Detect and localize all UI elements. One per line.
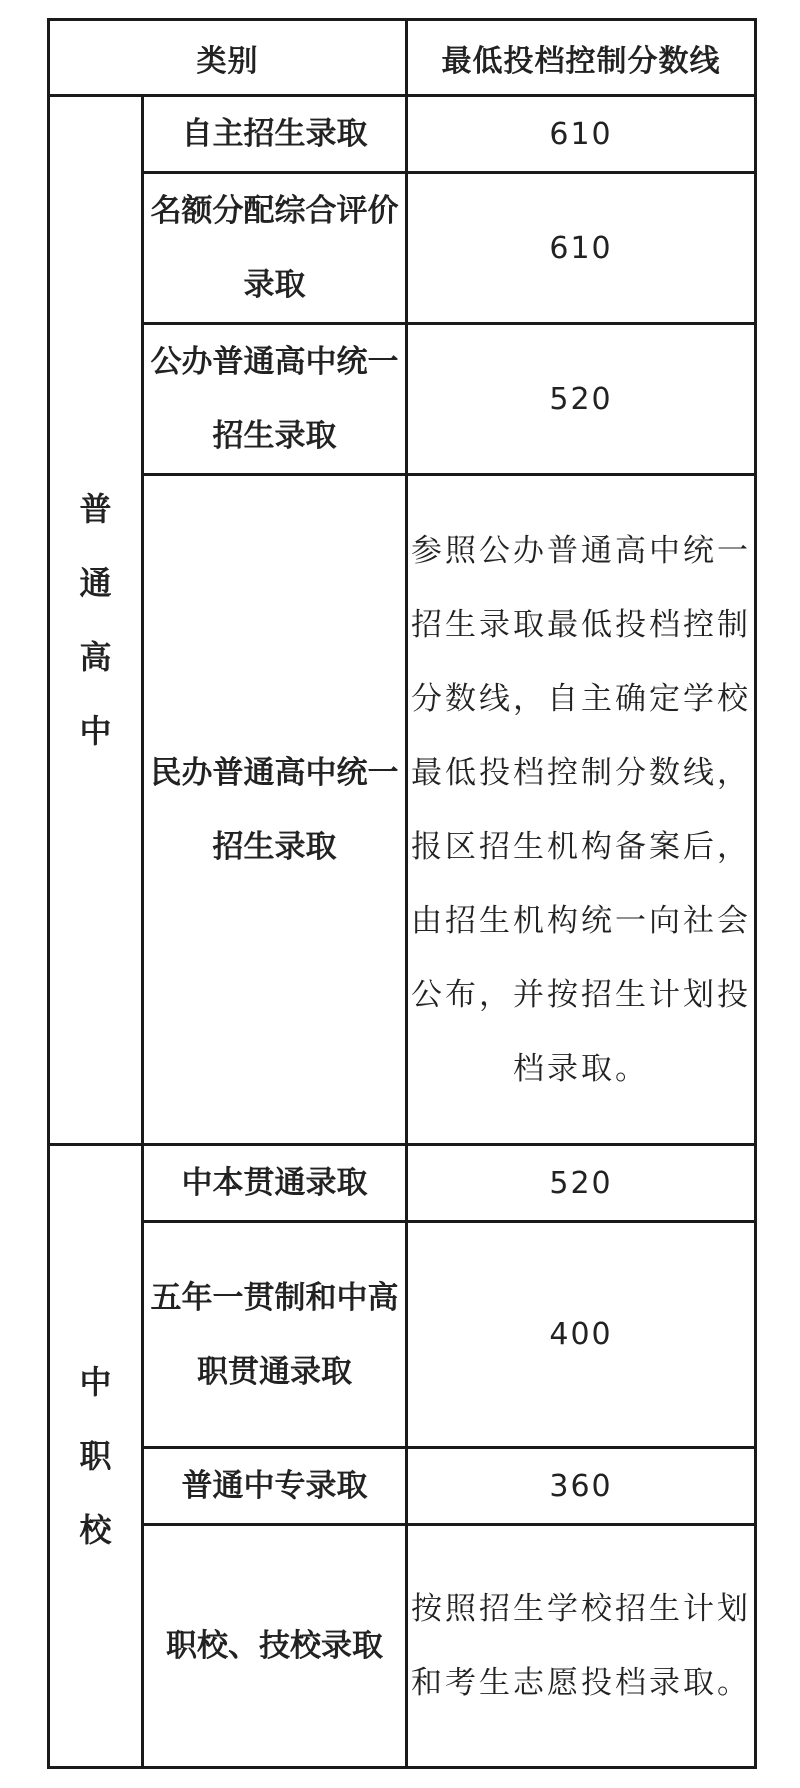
- score-cell: 520: [407, 324, 756, 475]
- table-row: [49, 1222, 756, 1448]
- header-score: 最低投档控制分数线: [407, 20, 756, 96]
- group-label-char: 高: [79, 638, 112, 676]
- category-cell: 中本贯通录取: [143, 1145, 407, 1222]
- table-row: [49, 173, 756, 324]
- score-cell: 610: [407, 96, 756, 173]
- score-cell: 520: [407, 1145, 756, 1222]
- group-label-char: 中: [79, 712, 112, 750]
- category-cell: 民办普通高中统一招生录取: [143, 475, 407, 1145]
- table-row: [49, 324, 756, 475]
- table-row: [49, 1525, 756, 1768]
- header-row: [49, 20, 756, 96]
- score-cell: 360: [407, 1448, 756, 1525]
- header-category: 类别: [49, 20, 407, 96]
- category-cell: 普通中专录取: [143, 1448, 407, 1525]
- table-row: [49, 1145, 756, 1222]
- group-label-char: 中: [79, 1363, 112, 1401]
- score-cell: 610: [407, 173, 756, 324]
- table-row: [49, 96, 756, 173]
- category-cell: 五年一贯制和中高职贯通录取: [143, 1222, 407, 1448]
- group-label-char: 职: [79, 1437, 112, 1475]
- admission-score-table: [47, 18, 757, 1769]
- group-label-vocational-school: [49, 1145, 143, 1768]
- table-row: [49, 1448, 756, 1525]
- score-description-cell: 按照招生学校招生计划和考生志愿投档录取。: [407, 1525, 756, 1768]
- group-label-char: 校: [79, 1511, 112, 1549]
- group-label-char: 普: [79, 490, 112, 528]
- score-cell: 400: [407, 1222, 756, 1448]
- group-label-char: 通: [79, 564, 112, 602]
- category-cell: 职校、技校录取: [143, 1525, 407, 1768]
- category-cell: 自主招生录取: [143, 96, 407, 173]
- table-row: [49, 475, 756, 1145]
- score-description-cell: 参照公办普通高中统一招生录取最低投档控制分数线，自主确定学校最低投档控制分数线，报区招生机构备案后，由招生机构统一向社会公布，并按招生计划投档录取。: [407, 475, 756, 1145]
- group-label-general-high-school: [49, 96, 143, 1145]
- category-cell: 名额分配综合评价录取: [143, 173, 407, 324]
- category-cell: 公办普通高中统一招生录取: [143, 324, 407, 475]
